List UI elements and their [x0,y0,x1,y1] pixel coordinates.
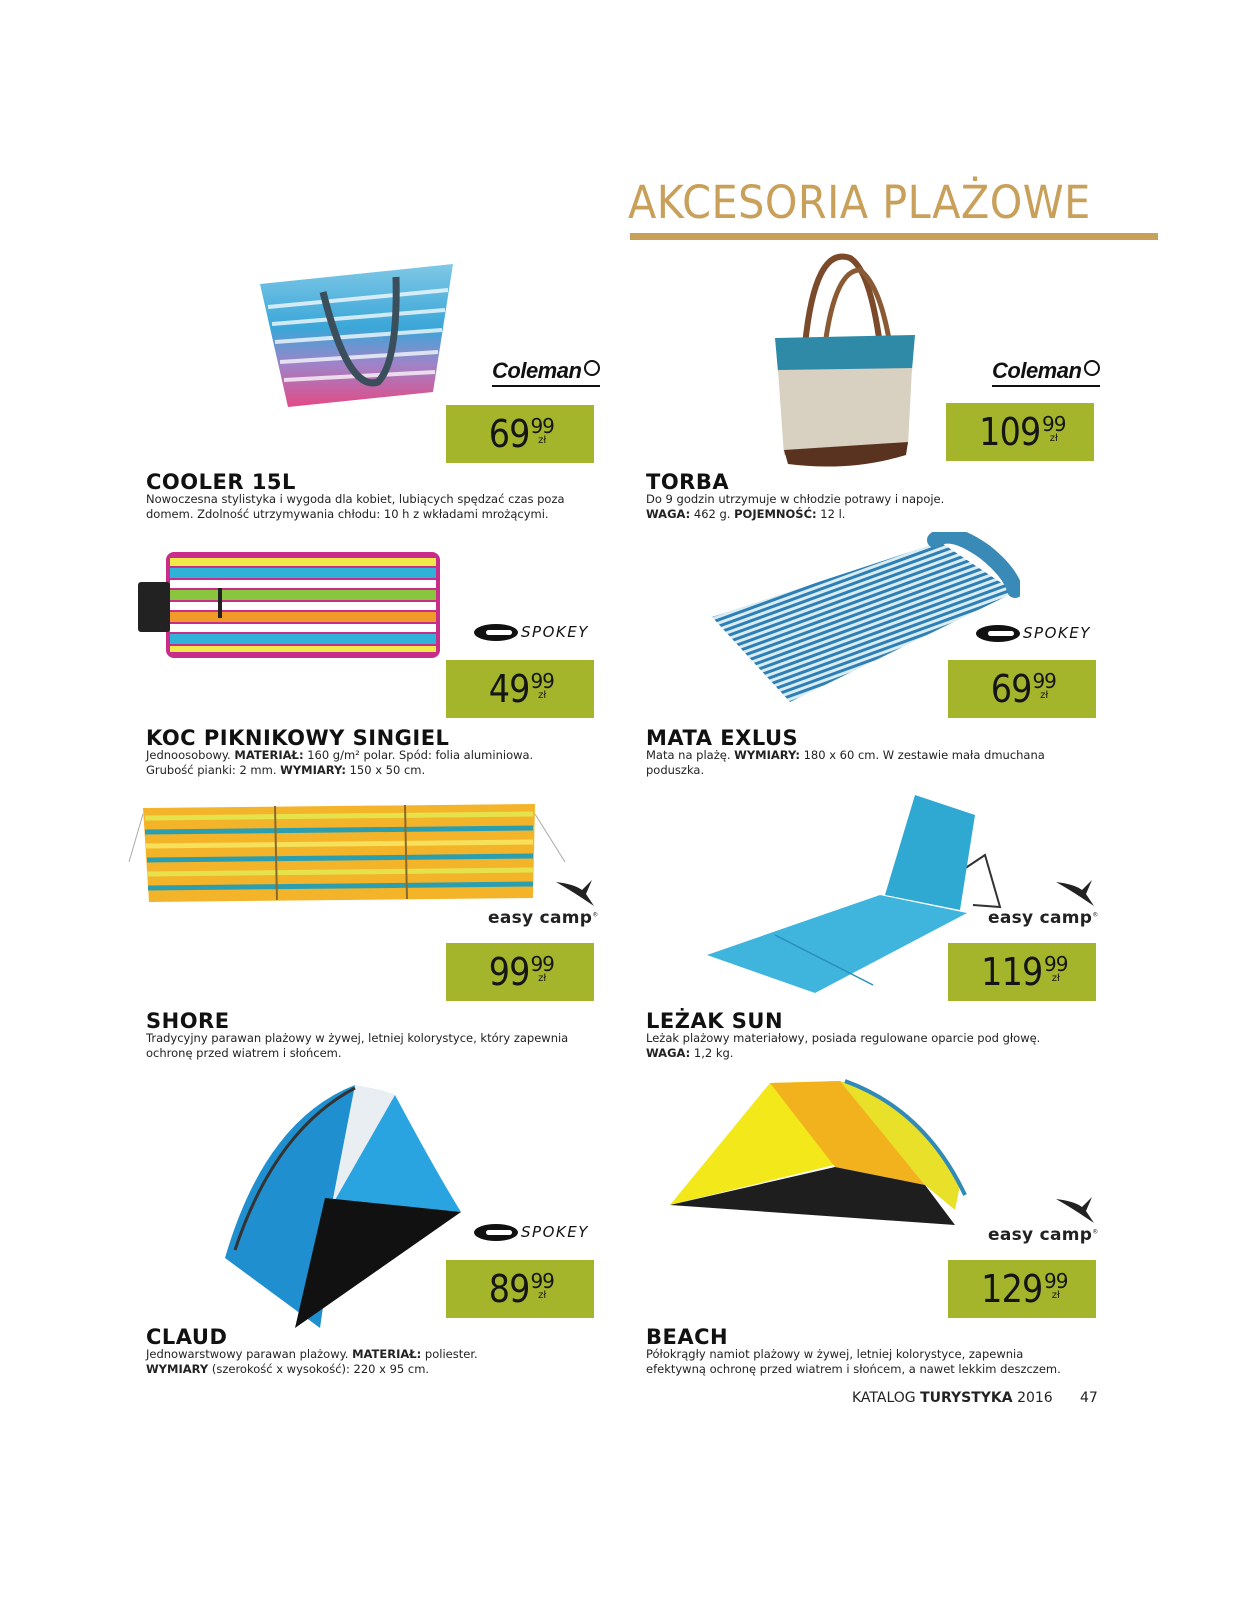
product-name: TORBA [646,470,730,494]
price-tag: 69 99 zł [948,660,1096,718]
easycamp-bird-icon [556,878,594,908]
product-description [146,1031,616,1061]
price-tag: 99 99 zł [446,943,594,1001]
spokey-e-icon [976,625,1020,642]
spokey-e-icon [474,1224,518,1241]
easycamp-logo: easy camp® [488,878,594,928]
page-title: AKCESORIA PLAŻOWE [628,176,1091,229]
product-name: COOLER 15L [146,470,296,494]
easycamp-logo: easy camp® [988,1195,1094,1245]
product-description [646,492,1116,522]
spokey-logo: SPOKEY [474,623,589,641]
product-description [146,1347,616,1377]
description-line: Półokrągły namiot plażowy w żywej, letniej kolorystyce, zapewnia [646,1347,1024,1361]
product-description [646,748,1116,778]
price-tag: 89 99 zł [446,1260,594,1318]
coleman-logo: Coleman [492,358,600,387]
price-tag: 119 99 zł [948,943,1096,1001]
easycamp-logo: easy camp® [988,878,1094,928]
spokey-e-icon [474,624,518,641]
easycamp-bird-icon [1056,1195,1094,1225]
coleman-logo: Coleman [992,358,1100,387]
price-tag: 69 99 zł [446,405,594,463]
description-line: Tradycyjny parawan plażowy w żywej, letniej kolorystyce, który zapewnia [146,1031,569,1045]
price-tag: 49 99 zł [446,660,594,718]
coleman-lantern-icon [1084,360,1100,376]
description-line: WAGA: 1,2 kg. [646,1046,734,1060]
product-name: MATA EXLUS [646,726,799,750]
description-line: WYMIARY (szerokość x wysokość): 220 x 95 cm. [146,1362,430,1376]
title-underline [630,233,1158,240]
product-description [646,1347,1116,1377]
product-name: CLAUD [146,1325,228,1349]
product-name: SHORE [146,1009,230,1033]
description-line: Grubość pianki: 2 mm. WYMIARY: 150 x 50 cm. [146,763,426,777]
spokey-logo: SPOKEY [976,624,1091,642]
description-line: Mata na plażę. WYMIARY: 180 x 60 cm. W zestawie mała dmuchana [646,748,1045,762]
description-line: Nowoczesna stylistyka i wygoda dla kobiet, lubiących spędzać czas poza [146,492,565,506]
description-line: Do 9 godzin utrzymuje w chłodzie potrawy i napoje. [646,492,945,506]
price-tag: 129 99 zł [948,1260,1096,1318]
product-description [146,748,616,778]
coleman-lantern-icon [584,360,600,376]
product-name: LEŻAK SUN [646,1009,784,1033]
product-name: BEACH [646,1325,729,1349]
blue-beach-tent-image [225,1080,465,1330]
picnic-blanket-image [138,548,443,662]
catalog-footer: KATALOG TURYSTYKA 2016 [852,1390,1053,1406]
product-description [646,1031,1116,1061]
description-line: efektywną ochronę przed wiatrem i słońcem, a nawet lekkim deszczem. [646,1362,1061,1376]
description-line: WAGA: 462 g. POJEMNOŚĆ: 12 l. [646,507,846,521]
page-number: 47 [1080,1390,1098,1406]
description-line: ochronę przed wiatrem i słońcem. [146,1046,342,1060]
yellow-beach-tent-image [660,1075,980,1245]
spokey-logo: SPOKEY [474,1223,589,1241]
price-tag: 109 99 zł [946,403,1094,461]
product-description [146,492,616,522]
product-name: KOC PIKNIKOWY SINGIEL [146,726,450,750]
description-line: domem. Zdolność utrzymywania chłodu: 10 h z wkładami mrożącymi. [146,507,549,521]
description-line: Jednowarstwowy parawan plażowy. MATERIAŁ: poliester. [146,1347,478,1361]
easycamp-bird-icon [1056,878,1094,908]
description-line: Leżak plażowy materiałowy, posiada regulowane oparcie pod głowę. [646,1031,1041,1045]
tote-bag-image [770,250,920,468]
cooler-bag-image [258,262,458,412]
description-line: poduszka. [646,763,705,777]
description-line: Jednoosobowy. MATERIAŁ: 160 g/m² polar. Spód: folia aluminiowa. [146,748,534,762]
